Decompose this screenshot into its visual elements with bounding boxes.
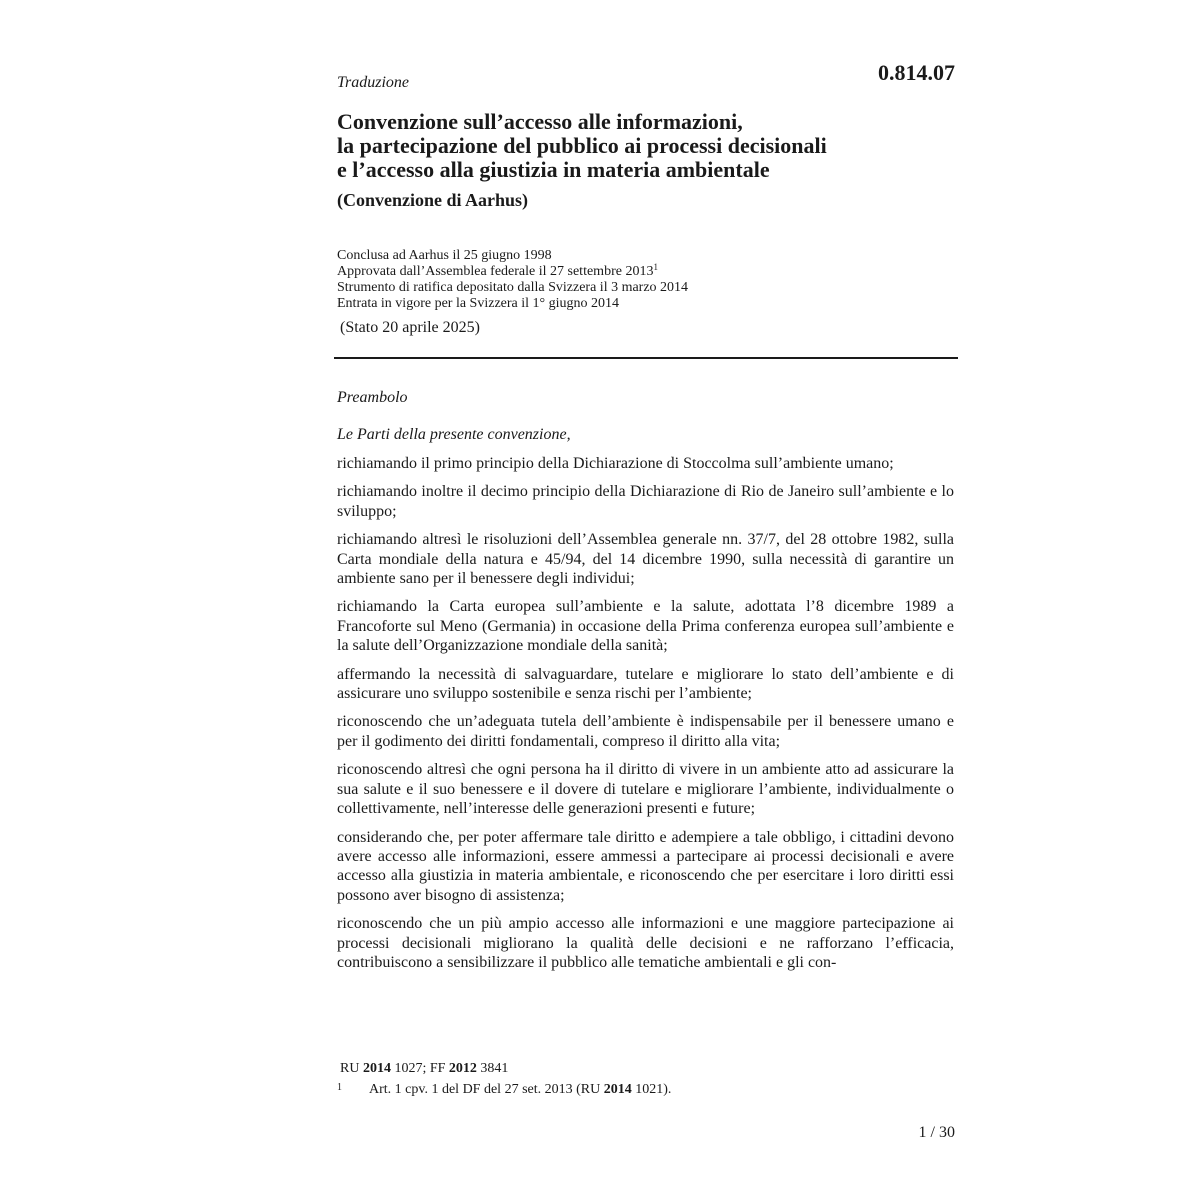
source-reference: RU 2014 1027; FF 2012 3841 — [340, 1061, 509, 1076]
footnote-1: 1 Art. 1 cpv. 1 del DF del 27 set. 2013 (RU 2014 1021). — [340, 1078, 671, 1099]
preamble-paragraph: richiamando inoltre il decimo principio della Dichiarazione di Rio de Janeiro sull’ambiente e lo sviluppo; — [337, 483, 954, 520]
sr-number: 0.814.07 — [878, 60, 955, 85]
page-number: 1 / 30 — [918, 1124, 955, 1141]
preamble-paragraph: riconoscendo che un’adeguata tutela dell’ambiente è indispensabile per il benessere umano e per il godimento dei diritti fondamentali, compreso il diritto alla vita; — [337, 713, 954, 750]
preamble-paragraph: richiamando il primo principio della Dichiarazione di Stoccolma sull’ambiente umano; — [337, 455, 894, 472]
title-line: Convenzione sull’accesso alle informazioni, — [337, 109, 743, 134]
preamble-paragraph: richiamando la Carta europea sull’ambiente e la salute, adottata l’8 dicembre 1989 a Francoforte sul Meno (Germania) in occasione della Prima conferenza europea sull’ambiente e la salute dell’Organizzazione mondiale della sanità; — [337, 598, 954, 655]
translation-label: Traduzione — [337, 74, 410, 91]
status-date: (Stato 20 aprile 2025) — [340, 319, 480, 336]
preamble-paragraph: considerando che, per poter affermare tale diritto e adempiere a tale obbligo, i cittadini devono avere accesso alle informazioni, essere ammessi a partecipare ai processi decisionali e avere accesso alla giustizia in materia ambientale, e riconoscendo che per esercitare i loro diritti essi possono aver bisogno di assistenza; — [337, 828, 954, 904]
preamble-paragraph: richiamando altresì le risoluzioni dell’Assemblea generale nn. 37/7, del 28 ottobre 1982, sulla Carta mondiale della natura e 45/94, del 14 dicembre 1990, sulla necessità di garantire un ambiente sano per il benessere degli individui; — [337, 531, 954, 588]
date-entry-into-force: Entrata in vigore per la Svizzera il 1° giugno 2014 — [337, 296, 620, 311]
date-ratification: Strumento di ratifica depositato dalla Svizzera il 3 marzo 2014 — [337, 280, 689, 295]
dates-block — [337, 248, 688, 312]
date-approved: Approvata dall’Assemblea federale il 27 settembre 2013 — [337, 264, 654, 279]
title-line: la partecipazione del pubblico ai processi decisionali — [337, 133, 827, 158]
footnotes — [337, 1059, 672, 1099]
footnote-number: 1 — [337, 1082, 342, 1093]
preamble-paragraph: riconoscendo che un più ampio accesso alle informazioni e une maggiore partecipazione ai processi decisionali migliorano la qualità delle decisioni e ne rafforzano l’efficacia, contribuiscono a sensibilizzare il pubblico alle tematiche ambientali e gli con- — [337, 915, 954, 971]
footnote-ref-1[interactable]: 1 — [653, 262, 658, 272]
preamble-paragraph: riconoscendo altresì che ogni persona ha il diritto di vivere in un ambiente atto ad assicurare la sua salute e il suo benessere e il dovere di tutelare e migliorare l’ambiente, individualmente o collettivamente, nell’interesse delle generazioni presenti e future; — [337, 761, 954, 818]
header-divider — [334, 357, 958, 359]
preamble-parties: Le Parti della presente convenzione, — [337, 426, 571, 443]
document-subtitle: (Convenzione di Aarhus) — [337, 190, 529, 210]
date-approved-line — [337, 264, 688, 280]
date-concluded: Conclusa ad Aarhus il 25 giugno 1998 — [337, 248, 552, 263]
preamble-body — [337, 454, 954, 981]
document-title — [337, 110, 937, 182]
preamble-heading: Preambolo — [337, 389, 408, 406]
preamble-paragraph: affermando la necessità di salvaguardare, tutelare e migliorare lo stato dell’ambiente e di assicurare uno sviluppo sostenibile e senza rischi per l’ambiente; — [337, 665, 954, 703]
title-line: e l’accesso alla giustizia in materia ambientale — [337, 157, 770, 182]
